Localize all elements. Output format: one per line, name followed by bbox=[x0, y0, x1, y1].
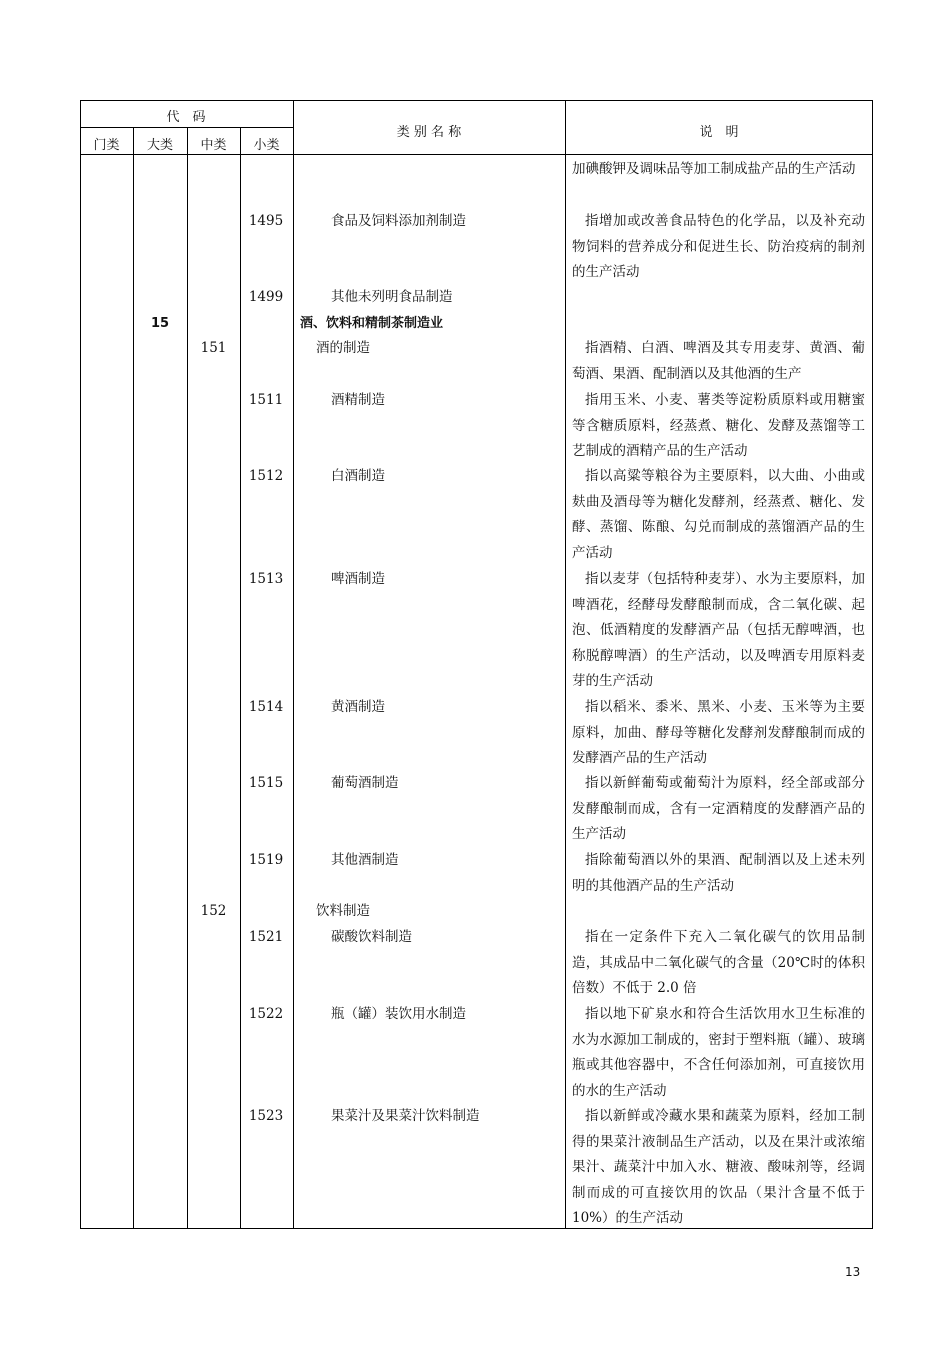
table-row-name: 果菜汁及果菜汁饮料制造 bbox=[331, 1108, 480, 1124]
table-row-name: 酒的制造 bbox=[316, 340, 370, 356]
table-row-desc: 指除葡萄酒以外的果酒、配制酒以及上述未列明的其他酒产品的生产活动 bbox=[572, 852, 865, 894]
table-row-minor-code: 1521 bbox=[248, 929, 284, 945]
table-row-minor-code: 1512 bbox=[248, 468, 284, 484]
header-major: 大类 bbox=[146, 138, 173, 153]
table-row-medium-code: 151 bbox=[200, 340, 227, 356]
table-row-name: 白酒制造 bbox=[331, 468, 385, 484]
table-row-minor-code: 1515 bbox=[248, 775, 284, 791]
col-divider-name bbox=[565, 101, 566, 1228]
table-row-desc: 加碘酸钾及调味品等加工制成盐产品的生产活动 bbox=[572, 161, 856, 177]
table-row-minor-code: 1522 bbox=[248, 1006, 284, 1022]
table-row-name: 啤酒制造 bbox=[331, 571, 385, 587]
table-row-name: 酒精制造 bbox=[331, 392, 385, 408]
table-row-name: 黄酒制造 bbox=[331, 699, 385, 715]
table-row-name: 食品及饲料添加剂制造 bbox=[331, 213, 466, 229]
page-number: 13 bbox=[845, 1265, 861, 1279]
table-row-desc: 指以新鲜葡萄或葡萄汁为原料，经全部或部分发酵酿制而成，含有一定酒精度的发酵酒产品的生产活动 bbox=[572, 775, 865, 843]
table-row-desc: 指以稻米、黍米、黑米、小麦、玉米等为主要原料，加曲、酵母等糖化发酵剂发酵酿制而成的发酵酒产品的生产活动 bbox=[572, 699, 865, 767]
header-bottom-rule bbox=[81, 154, 872, 155]
table-row-name: 饮料制造 bbox=[316, 903, 370, 919]
table-row-name: 瓶（罐）装饮用水制造 bbox=[331, 1006, 466, 1022]
table-row-minor-code: 1513 bbox=[248, 571, 284, 587]
table-row-name: 其他未列明食品制造 bbox=[331, 289, 453, 305]
table-row-minor-code: 1514 bbox=[248, 699, 284, 715]
table-row-name-major: 酒、饮料和精制茶制造业 bbox=[300, 316, 444, 331]
table-row-minor-code: 1511 bbox=[248, 392, 284, 408]
table-row-minor-code: 1495 bbox=[248, 213, 284, 229]
header-code-group: 代 码 bbox=[166, 110, 206, 125]
col-divider-major bbox=[187, 128, 188, 1228]
table-row-minor-code: 1499 bbox=[248, 289, 284, 305]
table-row-desc: 指以新鲜或冷藏水果和蔬菜为原料，经加工制得的果菜汁液制品生产活动，以及在果汁或浓缩果汁、蔬菜汁中加入水、糖液、酸味剂等，经调制而成的可直接饮用的饮品（果汁含量不低于 10%）的生产活动 bbox=[572, 1108, 865, 1227]
table-row-name: 葡萄酒制造 bbox=[331, 775, 399, 791]
table-row-desc: 指增加或改善食品特色的化学品，以及补充动物饲料的营养成分和促进生长、防治疫病的制剂的生产活动 bbox=[572, 213, 865, 281]
table-row-medium-code: 152 bbox=[200, 903, 227, 919]
header-door: 门类 bbox=[93, 138, 120, 153]
header-minor: 小类 bbox=[253, 138, 280, 153]
header-medium: 中类 bbox=[200, 138, 227, 153]
table-row-desc: 指用玉米、小麦、薯类等淀粉质原料或用糖蜜等含糖质原料，经蒸煮、糖化、发酵及蒸馏等工艺制成的酒精产品的生产活动 bbox=[572, 392, 865, 460]
table-row-name: 碳酸饮料制造 bbox=[331, 929, 412, 945]
col-divider-minor bbox=[293, 101, 294, 1228]
table-row-desc: 指酒精、白酒、啤酒及其专用麦芽、黄酒、葡萄酒、果酒、配制酒以及其他酒的生产 bbox=[572, 340, 865, 382]
table-row-major-code: 15 bbox=[150, 316, 170, 331]
table-row-minor-code: 1523 bbox=[248, 1108, 284, 1124]
table-row-minor-code: 1519 bbox=[248, 852, 284, 868]
table-row-name: 其他酒制造 bbox=[331, 852, 399, 868]
col-divider-door bbox=[133, 128, 134, 1228]
table-row-desc: 指以高粱等粮谷为主要原料，以大曲、小曲或麸曲及酒母等为糖化发酵剂，经蒸煮、糖化、发酵、蒸馏、陈酿、勾兑而制成的蒸馏酒产品的生产活动 bbox=[572, 468, 865, 561]
header-mid-rule bbox=[81, 127, 293, 128]
table-row-desc: 指在一定条件下充入二氧化碳气的饮用品制造，其成品中二氧化碳气的含量（20℃时的体积倍数）不低于 2.0 倍 bbox=[572, 929, 865, 997]
header-desc: 说 明 bbox=[699, 125, 739, 140]
table-row-desc: 指以麦芽（包括特种麦芽）、水为主要原料，加啤酒花，经酵母发酵酿制而成，含二氧化碳、起泡、低酒精度的发酵酒产品（包括无醇啤酒，也称脱醇啤酒）的生产活动，以及啤酒专用原料麦芽的生产活动 bbox=[572, 571, 865, 690]
header-name: 类 别 名 称 bbox=[396, 125, 462, 140]
table-row-desc: 指以地下矿泉水和符合生活饮用水卫生标准的水为水源加工制成的，密封于塑料瓶（罐）、玻璃瓶或其他容器中，不含任何添加剂，可直接饮用的水的生产活动 bbox=[572, 1006, 865, 1099]
